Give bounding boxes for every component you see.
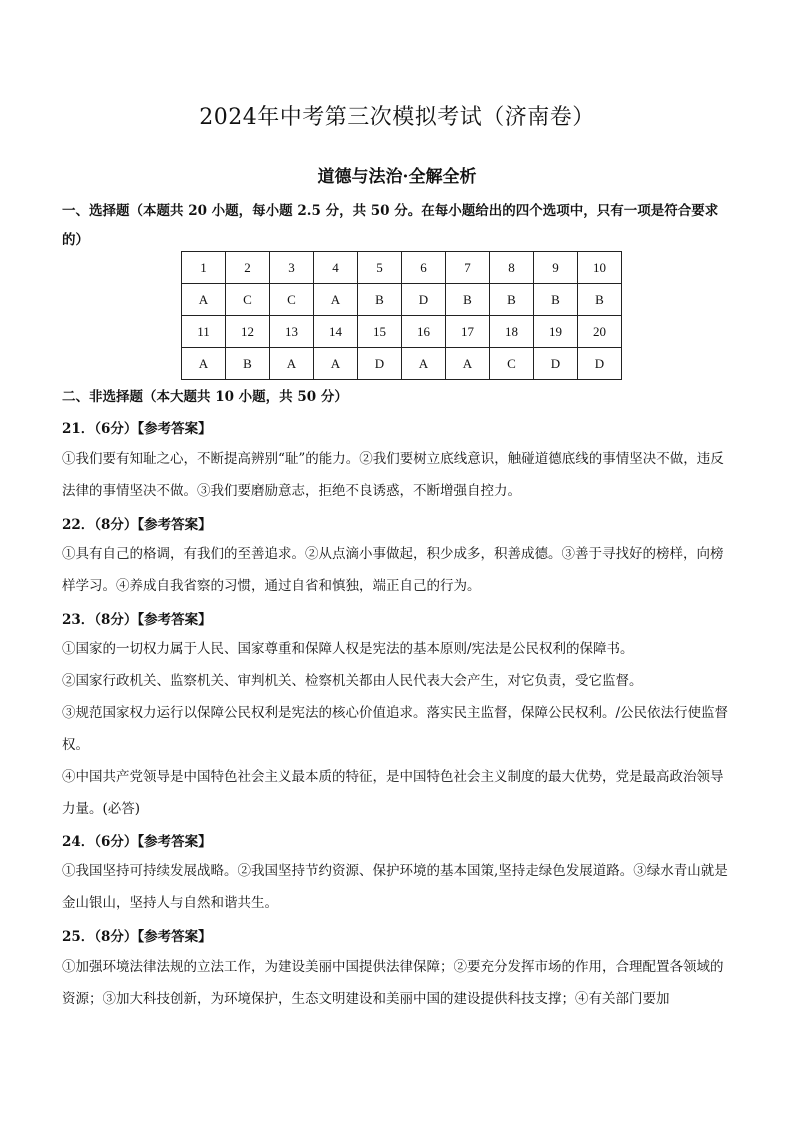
table-cell: 17 [446,316,490,348]
table-cell: 4 [314,252,358,284]
table-cell: C [490,348,534,380]
table-cell: 20 [578,316,622,348]
table-cell: 9 [534,252,578,284]
question-23-answer-2: ②国家行政机关、监察机关、审判机关、检察机关都由人民代表大会产生，对它负责，受它监督。 [62,673,643,689]
table-cell: 14 [314,316,358,348]
question-21-answer: ①我们要有知耻之心，不断提高辨别“耻”的能力。②我们要树立底线意识，触碰道德底线的事情坚决不做，违反法律的事情坚决不做。③我们要磨励意志，拒绝不良诱惑，不断增强自控力。 [62,451,724,499]
table-cell: 16 [402,316,446,348]
question-24-answer: ①我国坚持可持续发展战略。②我国坚持节约资源、保护环境的基本国策,坚持走绿色发展道路。③绿水青山就是金山银山，坚持人与自然和谐共生。 [62,863,728,911]
table-cell: 1 [182,252,226,284]
table-cell: 11 [182,316,226,348]
section-2-heading: 二、非选择题（本大题共 10 小题，共 50 分） [62,389,348,405]
answer-table-row-numbers-1 [182,252,622,284]
table-cell: C [226,284,270,316]
table-cell: B [578,284,622,316]
table-cell: 13 [270,316,314,348]
table-cell: B [490,284,534,316]
question-21-heading: 21．（6分）【参考答案】 [62,421,212,437]
answer-table-row-answers-2 [182,348,622,380]
answer-table-row-answers-1 [182,284,622,316]
table-cell: B [226,348,270,380]
table-cell: 2 [226,252,270,284]
table-cell: 6 [402,252,446,284]
table-cell: B [358,284,402,316]
table-cell: 10 [578,252,622,284]
question-25-answer: ①加强环境法律法规的立法工作，为建设美丽中国提供法律保障；②要充分发挥市场的作用，合理配置各领域的资源；③加大科技创新，为环境保护，生态文明建设和美丽中国的建设提供科技支撑；④有关部门要加 [62,959,724,1007]
table-cell: B [446,284,490,316]
table-cell: A [270,348,314,380]
table-cell: 8 [490,252,534,284]
page-subtitle: 道德与法治·全解全析 [317,167,477,187]
table-cell: D [358,348,402,380]
table-cell: A [182,284,226,316]
question-25-heading: 25．（8分）【参考答案】 [62,929,212,945]
table-cell: C [270,284,314,316]
table-cell: 7 [446,252,490,284]
question-23-answer-1: ①国家的一切权力属于人民、国家尊重和保障人权是宪法的基本原则/宪法是公民权利的保障书。 [62,641,634,657]
answer-table [181,251,622,380]
table-cell: 3 [270,252,314,284]
table-cell: 19 [534,316,578,348]
question-23-heading: 23．（8分）【参考答案】 [62,612,212,628]
table-cell: A [446,348,490,380]
section-1-heading: 一、选择题（本题共 20 小题，每小题 2.5 分，共 50 分。在每小题给出的四个选项中，只有一项是符合要求的） [62,203,719,248]
question-23-answer-3: ③规范国家权力运行以保障公民权利是宪法的核心价值追求。落实民主监督，保障公民权利。/公民依法行使监督权。 [62,705,729,753]
table-cell: A [182,348,226,380]
table-cell: A [314,348,358,380]
page-title: 2024年中考第三次模拟考试（济南卷） [199,105,595,130]
table-cell: 5 [358,252,402,284]
question-22-answer: ①具有自己的格调，有我们的至善追求。②从点滴小事做起，积少成多，积善成德。③善于寻找好的榜样，向榜样学习。④养成自我省察的习惯，通过自省和慎独，端正自己的行为。 [62,546,724,594]
table-cell: D [534,348,578,380]
table-cell: 12 [226,316,270,348]
question-23-answer-4: ④中国共产党领导是中国特色社会主义最本质的特征，是中国特色社会主义制度的最大优势，党是最高政治领导力量。(必答) [62,769,724,817]
table-cell: B [534,284,578,316]
table-cell: 18 [490,316,534,348]
question-22-heading: 22．（8分）【参考答案】 [62,517,212,533]
table-cell: A [314,284,358,316]
table-cell: 15 [358,316,402,348]
answer-table-row-numbers-2 [182,316,622,348]
table-cell: A [402,348,446,380]
question-24-heading: 24．（6分）【参考答案】 [62,834,212,850]
table-cell: D [402,284,446,316]
table-cell: D [578,348,622,380]
